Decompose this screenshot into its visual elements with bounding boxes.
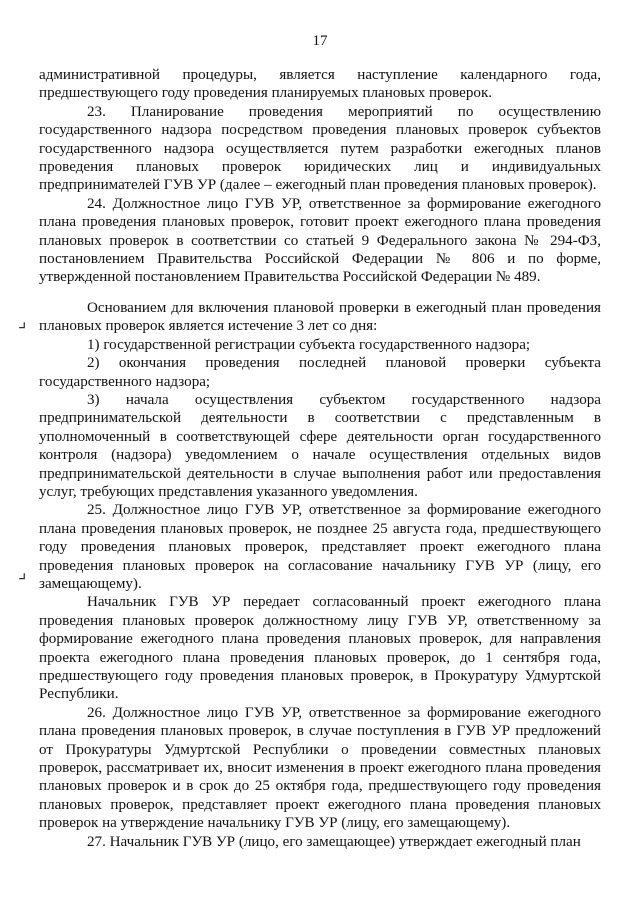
paragraph-24: 24. Должностное лицо ГУВ УР, ответственное за формирование ежегодного плана проведения плановых проверок, готовит проект ежегодного плана проведения плановых проверок в соответствии со статьей 9 Федерального закона № 294-ФЗ, постановлением Правительства Российской Федерации № 806 и по форме, утвержденной постановлением Правительства Российской Федерации № 489. [39, 195, 601, 286]
paragraph-23: 23. Планирование проведения мероприятий по осуществлению государственного надзора посредством проведения плановых проверок субъектов государственного надзора осуществляется путем разработки ежегодных планов проведения плановых проверок юридических лиц и индивидуальных предпринимателей ГУВ УР (далее – ежегодный план проведения плановых проверок). [39, 103, 601, 194]
paragraph-continuation: административной процедуры, является наступление календарного года, предшествующего году проведения планируемых плановых проверок. [39, 67, 601, 102]
paragraph-26: 26. Должностное лицо ГУВ УР, ответственное за формирование ежегодного плана проведения плановых проверок, в случае поступления в ГУВ УР предложений от Прокуратуры Удмуртской Республики о проведении совместных плановых проверок, рассматривает их, вносит изменения в проект ежегодного плана проведения плановых проверок и в срок до 25 октября года, предшествующего году проведения плановых проверок, представляет проект ежегодного плана проведения плановых проверок на утверждение начальнику ГУВ УР (лицу, его замещающему). [39, 704, 601, 832]
list-item-2: 2) окончания проведения последней плановой проверки субъекта государственного надзора; [39, 355, 601, 390]
document-body [39, 66, 601, 851]
list-item-1: 1) государственной регистрации субъекта государственного надзора; [87, 336, 531, 353]
list-item-3: 3) начала осуществления субъектом государственного надзора предпринимательской деятельности в соответствии с представленным в уполномоченный в соответствующей сфере деятельности орган государственного контроля (надзора) уведомлением о начале осуществления отдельных видов предпринимательской деятельности в случае выполнения работ или предоставления услуг, требующих представления указанного уведомления. [39, 391, 601, 500]
page-number: 17 [312, 33, 328, 49]
paragraph-27: 27. Начальник ГУВ УР (лицо, его замещающее) утверждает ежегодный план [87, 833, 581, 850]
paragraph-head-approval: Начальник ГУВ УР передает согласованный проект ежегодного плана проведения плановых проверок должностному лицу ГУВ УР, ответственному за формирование ежегодного плана проведения плановых проверок, для направления проекта ежегодного плана проведения плановых проверок, до 1 сентября года, предшествующего году проведения плановых проверок, в Прокуратуру Удмуртской Республики. [39, 594, 601, 703]
paragraph-basis: Основанием для включения плановой проверки в ежегодный план проведения плановых проверок является истечение 3 лет со дня: [39, 299, 601, 335]
binder-hole-mark-icon: ⌟ [18, 562, 27, 582]
paragraph-25: 25. Должностное лицо ГУВ УР, ответственное за формирование ежегодного плана проведения плановых проверок, не позднее 25 августа года, предшествующего году проведения плановых проверок, представляет проект ежегодного плана проведения плановых проверок на согласование начальнику ГУВ УР (лицу, его замещающему). [39, 502, 601, 592]
binder-hole-mark-icon: ⌟ [18, 311, 27, 331]
